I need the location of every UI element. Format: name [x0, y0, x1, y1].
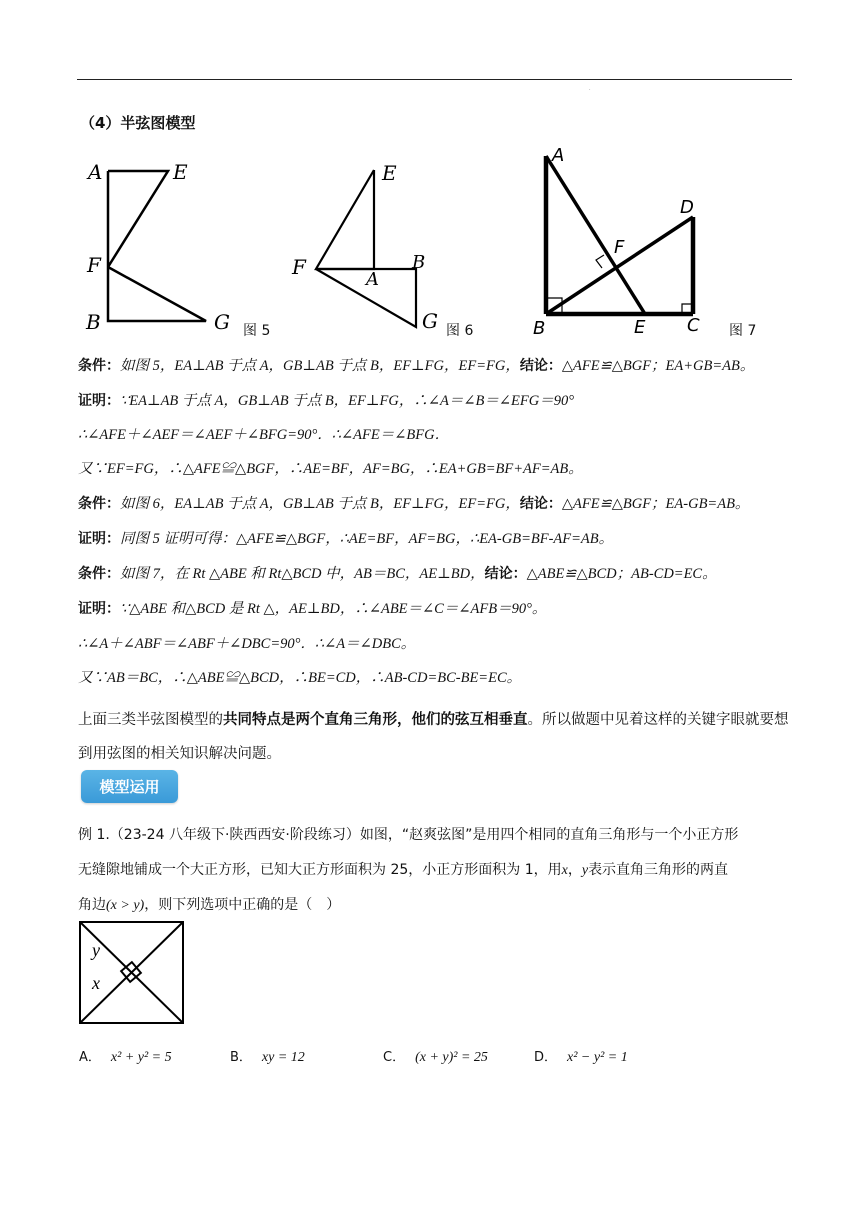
text: 又∵EF=FG，∴△AFE≌△BGF，∴AE=BF，AF=BG，∴EA+GB=BF+AF=AB。 — [78, 461, 583, 477]
option-b[interactable] — [230, 1046, 305, 1066]
fig7-ae — [546, 156, 645, 314]
fig7-right-angle-f — [596, 255, 604, 268]
line-proof-5 — [78, 391, 574, 411]
text: △AFE≌△BGF；EA+GB=AB。 — [561, 358, 755, 374]
fig6-label-e: E — [382, 161, 397, 185]
summary-pre: 上面三类半弦图模型的 — [78, 712, 223, 728]
text: ∵EA⊥AB 于点 A，GB⊥AB 于点 B，EF⊥FG，∴∠A＝∠B＝∠EFG＝90° — [120, 393, 575, 409]
line-condition-7 — [78, 564, 717, 584]
figure-6-caption: 图 6 — [446, 323, 474, 339]
line-proof-6 — [78, 529, 613, 549]
label-condition: 条件： — [78, 358, 120, 374]
label-conclusion: 结论： — [484, 566, 527, 582]
option-d[interactable] — [534, 1046, 628, 1066]
var-y: y — [581, 863, 589, 878]
option-expr: x² − y² = 1 — [567, 1050, 628, 1065]
diagram-label-x: x — [92, 973, 100, 993]
line-condition-6 — [78, 494, 749, 514]
fig7-label-d: D — [680, 197, 694, 218]
text: 如图 6，EA⊥AB 于点 A，GB⊥AB 于点 B，EF⊥FG，EF=FG， — [120, 496, 520, 512]
fig6-label-b: B — [412, 252, 426, 273]
example-line-1: 例 1.（23-24 八年级下·陕西西安·阶段练习）如图，“赵爽弦图”是用四个相同的直角三角形与一个小正方形 — [78, 827, 739, 843]
condition: (x > y) — [106, 898, 145, 913]
fig5-label-g: G — [214, 310, 230, 334]
line-proof-5c — [78, 459, 583, 479]
text: ∵△ABE 和△BCD 是 Rt △，AE⊥BD，∴∠ABE＝∠C＝∠AFB＝90°。 — [120, 601, 547, 617]
option-key: A． — [79, 1050, 101, 1065]
line-proof-5b — [78, 425, 449, 445]
text: 又∵AB＝BC，∴△ABE≌△BCD，∴BE=CD，∴AB-CD=BC-BE=EC。 — [78, 670, 522, 686]
label-condition: 条件： — [78, 566, 120, 582]
option-a[interactable] — [79, 1046, 172, 1066]
summary-bold: 共同特点是两个直角三角形，他们的弦互相垂直 — [223, 712, 528, 728]
figure-7 — [530, 145, 730, 340]
figure-7-caption: 图 7 — [729, 323, 757, 339]
fig6-label-a: A — [366, 269, 379, 290]
fig5-label-a: A — [88, 160, 103, 184]
header-rule — [77, 79, 792, 80]
fig6-label-f: F — [292, 255, 306, 279]
line-proof-7 — [78, 599, 546, 619]
label-proof: 证明： — [78, 531, 120, 547]
example-1 — [78, 818, 798, 923]
label-condition: 条件： — [78, 496, 120, 512]
example-line-2 — [78, 853, 798, 888]
example-text: 表示直角三角形的两直 — [588, 862, 729, 878]
line-proof-7c — [78, 668, 521, 688]
label-conclusion: 结论： — [519, 496, 562, 512]
example-text: ，则下列选项中正确的是（ ） — [144, 897, 341, 913]
label-proof: 证明： — [78, 393, 120, 409]
fig7-bd — [546, 217, 693, 314]
line-proof-7b — [78, 634, 415, 654]
zhao-shuang-diagram — [79, 921, 185, 1025]
section-heading: （4）半弦图模型 — [80, 114, 196, 132]
label-proof: 证明： — [78, 601, 120, 617]
option-c[interactable] — [383, 1046, 488, 1066]
option-expr: (x + y)² = 25 — [415, 1050, 488, 1065]
example-text: 无缝隙地铺成一个大正方形，已知大正方形面积为 25，小正方形面积为 1，用 — [78, 862, 562, 878]
option-key: D． — [534, 1050, 558, 1065]
example-line-3 — [78, 888, 798, 923]
text: △ABE≌△BCD；AB-CD=EC。 — [526, 566, 717, 582]
fig5-label-e: E — [173, 160, 188, 184]
figure-5-caption: 图 5 — [243, 323, 271, 339]
text: ∴∠AFE＋∠AEF＝∠AEF＋∠BFG=90°．∴∠AFE＝∠BFG． — [78, 427, 450, 443]
option-expr: xy = 12 — [261, 1050, 305, 1065]
fig7-label-b: B — [533, 318, 546, 339]
option-key: C． — [383, 1050, 406, 1065]
text: 如图 7，在 Rt △ABE 和 Rt△BCD 中，AB＝BC，AE⊥BD， — [120, 566, 485, 582]
fig6-label-g: G — [422, 309, 438, 333]
fig7-label-e: E — [634, 317, 646, 338]
summary-post: 。所以做题中见着这样的关键字眼就要想到用弦图的相关知识解决问题。 — [78, 712, 789, 762]
figure-5 — [80, 160, 260, 335]
text: ∴∠A＋∠ABF＝∠ABF＋∠DBC=90°．∴∠A＝∠DBC。 — [78, 636, 416, 652]
fig7-label-c: C — [687, 315, 700, 336]
example-text: 角边 — [78, 897, 106, 913]
text: 如图 5，EA⊥AB 于点 A，GB⊥AB 于点 B，EF⊥FG，EF=FG， — [120, 358, 520, 374]
figure-6 — [290, 160, 450, 335]
fig7-label-f: F — [614, 237, 625, 258]
separator: ， — [567, 862, 582, 878]
option-key: B． — [230, 1050, 252, 1065]
model-application-badge: 模型运用 — [81, 770, 178, 803]
fig7-label-a: A — [552, 145, 565, 166]
line-condition-5 — [78, 356, 754, 376]
header-dot: . — [589, 86, 591, 92]
label-conclusion: 结论： — [519, 358, 562, 374]
fig5-label-f: F — [87, 253, 101, 277]
option-expr: x² + y² = 5 — [110, 1050, 172, 1065]
diagram-label-y: y — [92, 940, 100, 960]
fig6-triangle-efa — [316, 170, 374, 269]
text: △AFE≌△BGF；EA-GB=AB。 — [561, 496, 750, 512]
summary-paragraph — [78, 703, 798, 771]
text: 同图 5 证明可得：△AFE≌△BGF，∴AE=BF，AF=BG，∴EA-GB=BF-AF=AB。 — [120, 531, 614, 547]
var-x: x — [561, 863, 568, 878]
fig5-outline — [108, 171, 206, 321]
fig5-label-b: B — [86, 310, 101, 334]
